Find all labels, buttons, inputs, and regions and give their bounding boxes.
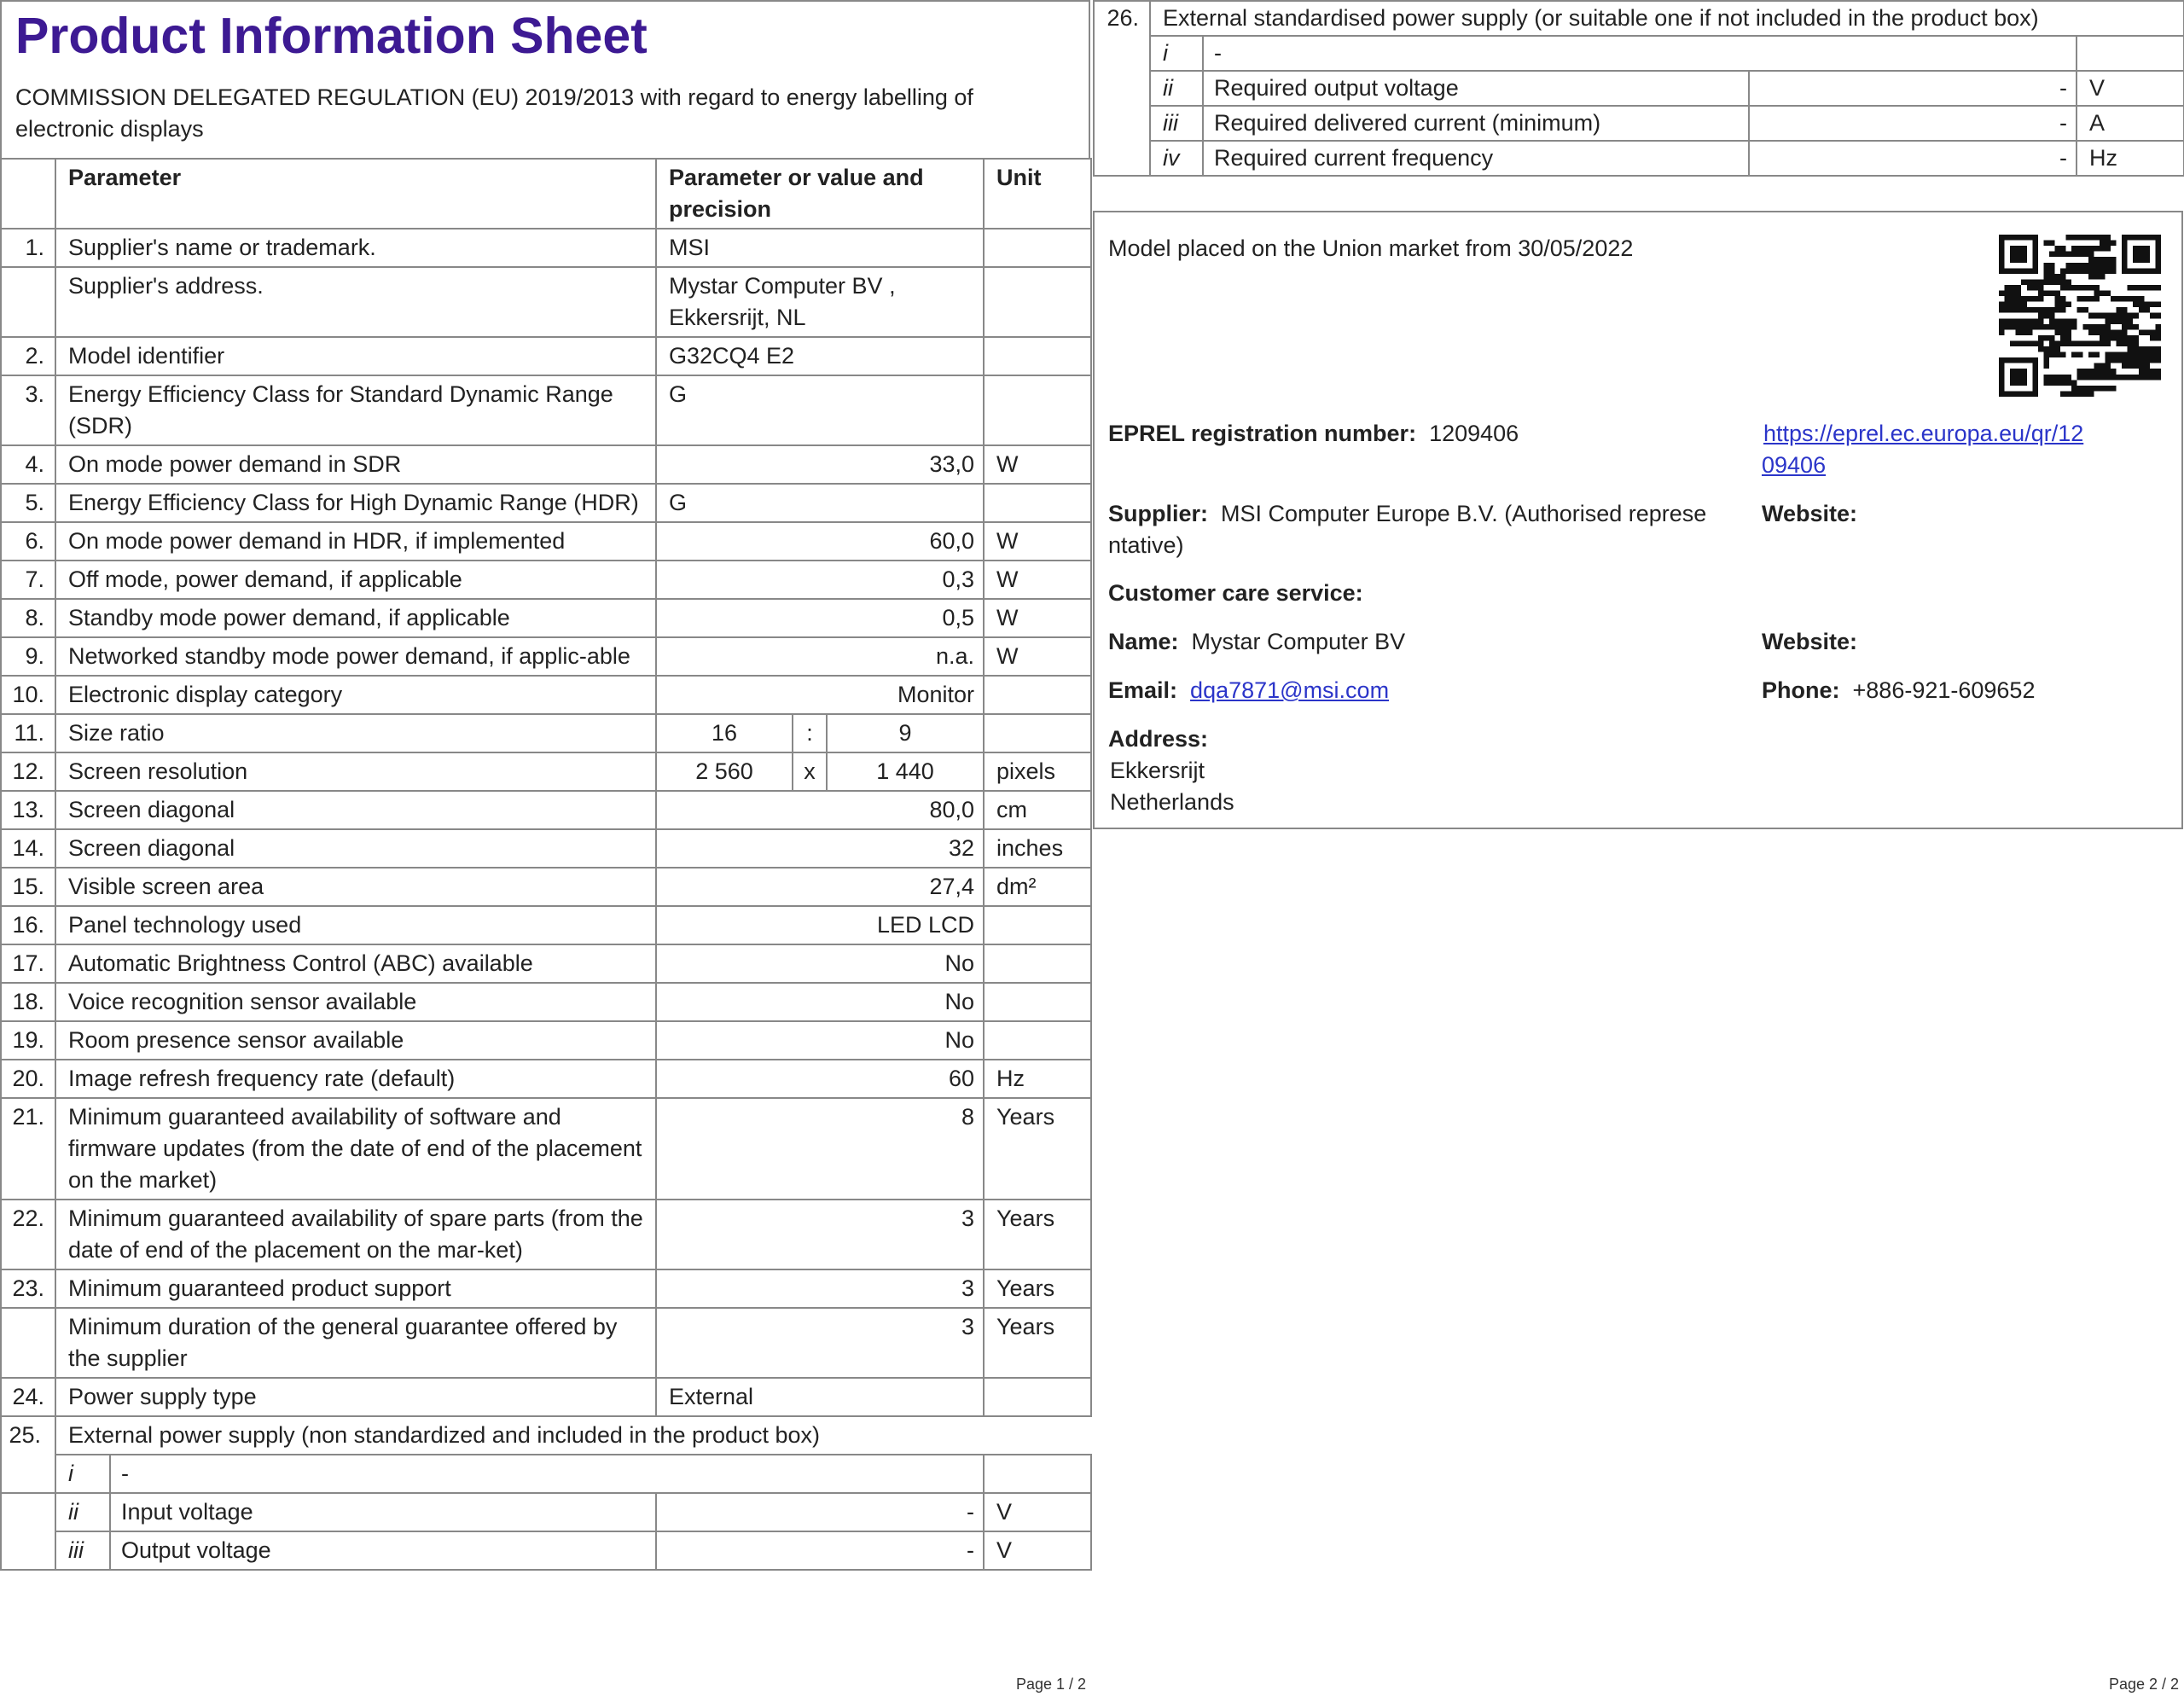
row-value: G — [656, 375, 984, 445]
row-unit: W — [984, 522, 1091, 561]
row-unit: inches — [984, 829, 1091, 868]
sub-row-value: - — [1203, 36, 2077, 71]
row-25-group — [1, 1416, 1091, 1570]
row-unit: cm — [984, 791, 1091, 829]
table-row — [1, 1269, 1091, 1308]
sub-row-label: ii — [1150, 71, 1203, 106]
row-value-separator: x — [793, 752, 827, 791]
row-number: 3. — [1, 375, 55, 445]
row-parameter: External standardised power supply (or suitable one if not included in the product box) — [1150, 1, 2184, 36]
supplier-info — [1108, 498, 1740, 561]
qr-code-icon — [1999, 235, 2161, 397]
table-row — [1, 1098, 1091, 1200]
row-parameter: Automatic Brightness Control (ABC) available — [55, 944, 656, 983]
sub-row-value: - — [110, 1455, 984, 1493]
table-row — [1094, 71, 2184, 106]
sub-row-value: - — [1749, 71, 2077, 106]
table-row — [1094, 106, 2184, 141]
row-value: Mystar Computer BV , Ekkersrijt, NL — [656, 267, 984, 337]
sub-row-value: - — [1749, 141, 2077, 176]
row-value: G32CQ4 E2 — [656, 337, 984, 375]
row-number: 19. — [1, 1021, 55, 1060]
table-row — [1, 714, 1091, 752]
row-parameter: Minimum guaranteed availability of spare parts (from the date of end of the placement on the mar-ket) — [55, 1200, 656, 1269]
row-number: 14. — [1, 829, 55, 868]
eprel-label: EPREL registration number: — [1108, 421, 1417, 446]
website-label: Website: — [1762, 501, 1858, 526]
row-unit — [984, 1021, 1091, 1060]
row-number: 23. — [1, 1269, 55, 1308]
row-value: LED LCD — [656, 906, 984, 944]
supplier-value-line-2: ntative) — [1108, 532, 1184, 558]
website-label-2: Website: — [1762, 629, 1858, 654]
parameter-table — [0, 158, 1092, 1571]
row-value: 8 — [656, 1098, 984, 1200]
page-title: Product Information Sheet — [15, 8, 648, 64]
row-number: 2. — [1, 337, 55, 375]
row-parameter: Screen diagonal — [55, 791, 656, 829]
supplier-label: Supplier: — [1108, 501, 1209, 526]
address-label: Address: — [1108, 726, 1209, 752]
email-label: Email: — [1108, 677, 1178, 703]
care-name — [1108, 626, 1405, 658]
eprel-link-line-1: https://eprel.ec.europa.eu/qr/12 — [1763, 421, 2084, 446]
row-parameter: Visible screen area — [55, 868, 656, 906]
table-row — [1, 1308, 1091, 1378]
table-row — [1, 1455, 1091, 1493]
page-number-1: Page 1 / 2 — [1016, 1676, 1087, 1693]
row-parameter: External power supply (non standardized and included in the product box) — [55, 1416, 1091, 1455]
row-parameter: Minimum guaranteed product support — [55, 1269, 656, 1308]
row-value: n.a. — [656, 637, 984, 676]
row-number: 9. — [1, 637, 55, 676]
row-number: 6. — [1, 522, 55, 561]
row-unit: W — [984, 445, 1091, 484]
table-row — [1, 1021, 1091, 1060]
sub-row-parameter: Output voltage — [110, 1531, 656, 1570]
row-parameter: Energy Efficiency Class for High Dynamic Range (HDR) — [55, 484, 656, 522]
row-value: No — [656, 944, 984, 983]
table-row — [1, 445, 1091, 484]
row-value: 60 — [656, 1060, 984, 1098]
sub-row-unit — [984, 1455, 1091, 1493]
eprel-link[interactable] — [1762, 418, 2137, 481]
row-value: 80,0 — [656, 791, 984, 829]
row-parameter: Screen resolution — [55, 752, 656, 791]
row-unit: Years — [984, 1269, 1091, 1308]
row-number: 13. — [1, 791, 55, 829]
row-number: 17. — [1, 944, 55, 983]
table-row — [1, 1200, 1091, 1269]
customer-care-label: Customer care service: — [1108, 580, 1363, 606]
phone-value: +886-921-609652 — [1852, 677, 2036, 703]
table-row — [1094, 141, 2184, 176]
header-unit: Unit — [984, 159, 1091, 229]
row-value-a: 2 560 — [656, 752, 793, 791]
header-number-cell — [1, 159, 55, 229]
row-unit: Years — [984, 1200, 1091, 1269]
email-link[interactable]: dqa7871@msi.com — [1190, 677, 1390, 703]
table-row — [1, 983, 1091, 1021]
eprel-number: 1209406 — [1429, 421, 1519, 446]
sub-row-value: - — [656, 1531, 984, 1570]
sub-row-parameter: Required delivered current (minimum) — [1203, 106, 1749, 141]
row-number: 8. — [1, 599, 55, 637]
row-unit: Years — [984, 1308, 1091, 1378]
sub-row-label: ii — [55, 1493, 110, 1531]
name-label: Name: — [1108, 629, 1179, 654]
row-unit — [984, 714, 1091, 752]
table-row — [1, 337, 1091, 375]
row-value-b: 1 440 — [827, 752, 984, 791]
row-unit — [984, 676, 1091, 714]
row-unit — [984, 906, 1091, 944]
table-row — [1, 829, 1091, 868]
row-unit: W — [984, 561, 1091, 599]
row-parameter: Energy Efficiency Class for Standard Dynamic Range (SDR) — [55, 375, 656, 445]
row-number: 4. — [1, 445, 55, 484]
row-value: 27,4 — [656, 868, 984, 906]
row-number-empty — [1, 1493, 55, 1570]
sub-row-unit: Hz — [2077, 141, 2184, 176]
table-row — [1, 944, 1091, 983]
row-number: 1. — [1, 229, 55, 267]
row-value: No — [656, 983, 984, 1021]
row-unit — [984, 337, 1091, 375]
care-phone — [1762, 675, 2035, 706]
row-parameter: Voice recognition sensor available — [55, 983, 656, 1021]
table-row — [1, 267, 1091, 337]
row-number: 21. — [1, 1098, 55, 1200]
sheet-header — [0, 0, 1090, 158]
row-number: 5. — [1, 484, 55, 522]
row-value-separator: : — [793, 714, 827, 752]
row-value-a: 16 — [656, 714, 793, 752]
sub-row-label: i — [1150, 36, 1203, 71]
sub-row-label: iii — [1150, 106, 1203, 141]
header-parameter: Parameter — [55, 159, 656, 229]
table-header-row — [1, 159, 1091, 229]
sub-row-unit: A — [2077, 106, 2184, 141]
row-number: 12. — [1, 752, 55, 791]
table-row — [1094, 36, 2184, 71]
row-value: 3 — [656, 1200, 984, 1269]
table-row — [1, 1060, 1091, 1098]
row-value: MSI — [656, 229, 984, 267]
page-number-2: Page 2 / 2 — [2109, 1676, 2180, 1693]
row-unit — [984, 375, 1091, 445]
row-value: 3 — [656, 1308, 984, 1378]
row-parameter: Networked standby mode power demand, if applic-able — [55, 637, 656, 676]
row-parameter: Model identifier — [55, 337, 656, 375]
row-unit — [984, 1378, 1091, 1416]
name-value: Mystar Computer BV — [1191, 629, 1406, 654]
row-value: G — [656, 484, 984, 522]
row-parameter: Minimum guaranteed availability of software and firmware updates (from the date of end of the placement on the market) — [55, 1098, 656, 1200]
row-unit: W — [984, 599, 1091, 637]
sub-row-value: - — [656, 1493, 984, 1531]
sub-row-unit: V — [984, 1493, 1091, 1531]
row-number: 16. — [1, 906, 55, 944]
table-row — [1094, 1, 2184, 36]
sub-row-parameter: Input voltage — [110, 1493, 656, 1531]
table-row — [1, 484, 1091, 522]
row-unit: pixels — [984, 752, 1091, 791]
row-number: 22. — [1, 1200, 55, 1269]
table-row — [1, 637, 1091, 676]
row-unit — [984, 267, 1091, 337]
sub-row-unit — [2077, 36, 2184, 71]
row-parameter: Panel technology used — [55, 906, 656, 944]
table-row — [1, 229, 1091, 267]
table-row — [1, 1531, 1091, 1570]
row-parameter: On mode power demand in SDR — [55, 445, 656, 484]
row-value: 33,0 — [656, 445, 984, 484]
eprel-info-panel — [1093, 211, 2183, 829]
row-parameter: Room presence sensor available — [55, 1021, 656, 1060]
row-number: 25. — [1, 1416, 55, 1493]
table-row — [1, 561, 1091, 599]
address-line: Ekkersrijt — [1110, 758, 1205, 783]
sub-row-label: i — [55, 1455, 110, 1493]
row-unit: W — [984, 637, 1091, 676]
row-number: 26. — [1094, 1, 1150, 176]
row-parameter: Minimum duration of the general guarantee offered by the supplier — [55, 1308, 656, 1378]
sub-row-parameter: Required output voltage — [1203, 71, 1749, 106]
table-row — [1, 752, 1091, 791]
sub-row-value: - — [1749, 106, 2077, 141]
table-row — [1, 1416, 1091, 1455]
row-unit — [984, 229, 1091, 267]
eprel-link-line-2: 09406 — [1762, 452, 1827, 478]
table-row — [1, 1493, 1091, 1531]
row-value: 3 — [656, 1269, 984, 1308]
row-value: 60,0 — [656, 522, 984, 561]
row-unit: Hz — [984, 1060, 1091, 1098]
row-parameter: Screen diagonal — [55, 829, 656, 868]
sub-row-unit: V — [984, 1531, 1091, 1570]
address-line: Netherlands — [1110, 789, 1234, 815]
sub-row-label: iii — [55, 1531, 110, 1570]
row-parameter: Image refresh frequency rate (default) — [55, 1060, 656, 1098]
row-number: 10. — [1, 676, 55, 714]
row-value: 32 — [656, 829, 984, 868]
table-row — [1, 676, 1091, 714]
row-parameter: Size ratio — [55, 714, 656, 752]
row-unit — [984, 484, 1091, 522]
table-row — [1, 599, 1091, 637]
row-26-table — [1093, 0, 2184, 177]
row-parameter: Supplier's name or trademark. — [55, 229, 656, 267]
header-value: Parameter or value and precision — [656, 159, 984, 229]
sub-row-label: iv — [1150, 141, 1203, 176]
row-number: 18. — [1, 983, 55, 1021]
row-number: 11. — [1, 714, 55, 752]
eprel-registration — [1108, 418, 1519, 450]
table-row — [1, 522, 1091, 561]
row-number: 7. — [1, 561, 55, 599]
care-email — [1108, 675, 1389, 706]
row-value: Monitor — [656, 676, 984, 714]
row-value: No — [656, 1021, 984, 1060]
row-value: External — [656, 1378, 984, 1416]
table-row — [1, 375, 1091, 445]
table-body — [1, 229, 1091, 1416]
row-unit: dm² — [984, 868, 1091, 906]
row-unit — [984, 983, 1091, 1021]
table-row — [1, 1378, 1091, 1416]
row-parameter: On mode power demand in HDR, if implemented — [55, 522, 656, 561]
table-row — [1, 791, 1091, 829]
row-number: 20. — [1, 1060, 55, 1098]
row-number: 24. — [1, 1378, 55, 1416]
row-number: 15. — [1, 868, 55, 906]
row-unit — [984, 944, 1091, 983]
row-value-b: 9 — [827, 714, 984, 752]
row-value: 0,5 — [656, 599, 984, 637]
market-date-text: Model placed on the Union market from 30/05/2022 — [1108, 235, 1634, 261]
sub-row-parameter: Required current frequency — [1203, 141, 1749, 176]
row-parameter: Supplier's address. — [55, 267, 656, 337]
phone-label: Phone: — [1762, 677, 1840, 703]
row-number — [1, 267, 55, 337]
row-value: 0,3 — [656, 561, 984, 599]
table-row — [1, 906, 1091, 944]
supplier-value-line-1: MSI Computer Europe B.V. (Authorised represe — [1221, 501, 1707, 526]
table-row — [1, 868, 1091, 906]
row-number — [1, 1308, 55, 1378]
row-unit: Years — [984, 1098, 1091, 1200]
row-parameter: Off mode, power demand, if applicable — [55, 561, 656, 599]
regulation-subtitle: COMMISSION DELEGATED REGULATION (EU) 2019/2013 with regard to energy labelling of electronic displays — [15, 84, 973, 142]
row-parameter: Electronic display category — [55, 676, 656, 714]
sub-row-unit: V — [2077, 71, 2184, 106]
row-parameter: Power supply type — [55, 1378, 656, 1416]
row-parameter: Standby mode power demand, if applicable — [55, 599, 656, 637]
